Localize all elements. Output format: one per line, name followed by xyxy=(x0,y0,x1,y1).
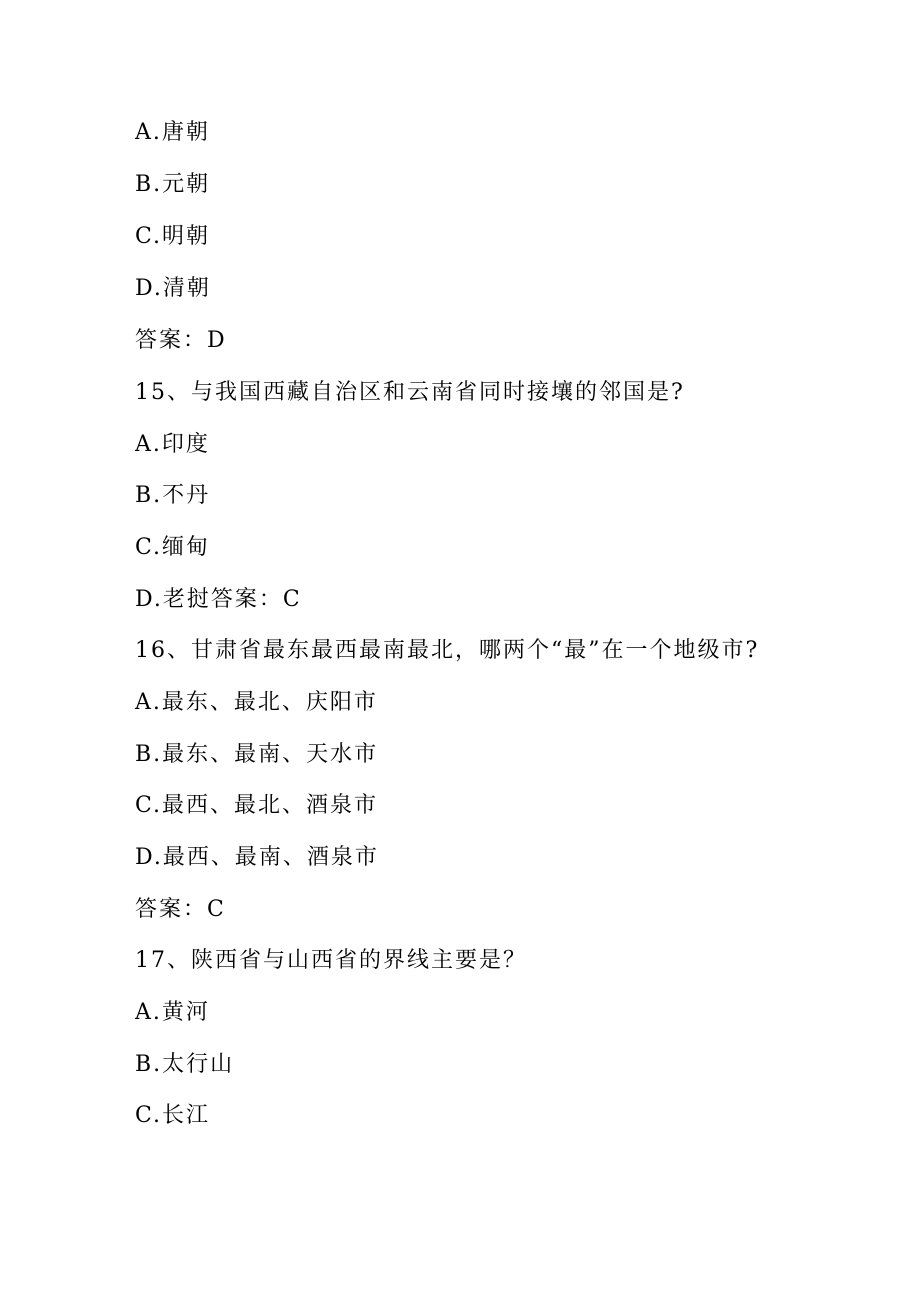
q16-option-b: B.最东、最南、天水市 xyxy=(135,742,379,767)
q15-option-d-answer: D.老挝答案：C xyxy=(135,587,302,612)
q17-option-b: B.太行山 xyxy=(135,1052,235,1077)
question-17: 17、陕西省与山西省的界线主要是？ xyxy=(135,948,527,973)
q16-option-d: D.最西、最南、酒泉市 xyxy=(135,845,379,870)
option-a-line: A.唐朝 xyxy=(135,120,210,145)
q15-option-a: A.印度 xyxy=(135,432,210,457)
q17-option-c: C.长江 xyxy=(135,1103,211,1128)
q16-option-a: A.最东、最北、庆阳市 xyxy=(135,690,378,715)
option-d-line: D.清朝 xyxy=(135,276,211,301)
question-16: 16、甘肃省最东最西最南最北，哪两个“最”在一个地级市? xyxy=(135,638,760,663)
q17-option-a: A.黄河 xyxy=(135,1000,210,1025)
q15-option-b: B.不丹 xyxy=(135,483,211,508)
answer-line: 答案：D xyxy=(135,328,227,353)
q15-option-c: C.缅甸 xyxy=(135,535,211,560)
option-c-line: C.明朝 xyxy=(135,224,211,249)
q16-answer: 答案：C xyxy=(135,897,226,922)
question-15: 15、与我国西藏自治区和云南省同时接壤的邻国是? xyxy=(135,380,685,405)
option-b-line: B.元朝 xyxy=(135,172,211,197)
q16-option-c: C.最西、最北、酒泉市 xyxy=(135,793,379,818)
